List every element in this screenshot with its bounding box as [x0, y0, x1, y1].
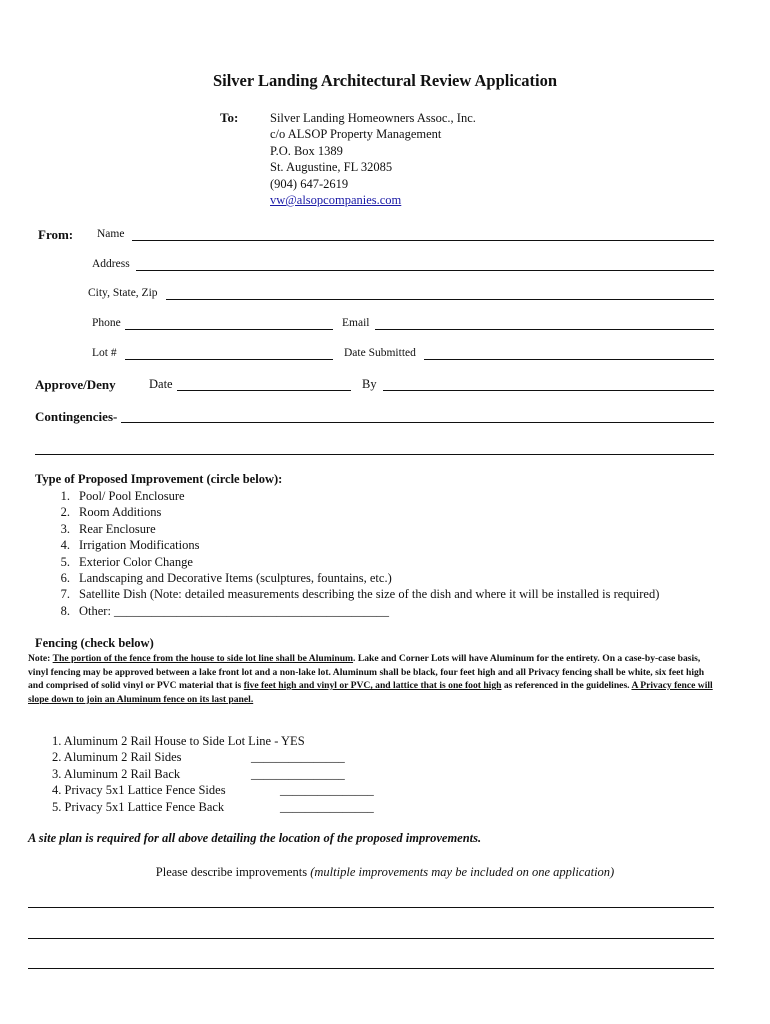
approval-date-field[interactable]: [177, 390, 351, 391]
fencing-option[interactable]: 2. Aluminum 2 Rail Sides _______________: [52, 750, 345, 765]
recipient-address: [270, 110, 476, 208]
approval-by-field[interactable]: [383, 390, 714, 391]
list-item[interactable]: 4. Irrigation Modifications: [60, 538, 200, 553]
fencing-option[interactable]: 3. Aluminum 2 Rail Back _______________: [52, 766, 345, 781]
description-line-2[interactable]: [28, 938, 714, 939]
recipient-line: Silver Landing Homeowners Assoc., Inc.: [270, 111, 476, 125]
name-label: Name: [97, 228, 125, 240]
contingencies-field[interactable]: [121, 422, 714, 423]
address-field[interactable]: [136, 270, 714, 271]
name-field[interactable]: [132, 240, 714, 241]
fencing-heading: Fencing (check below): [35, 636, 154, 650]
date-submitted-field[interactable]: [424, 359, 714, 360]
recipient-line: St. Augustine, FL 32085: [270, 160, 393, 175]
from-label: From:: [38, 227, 74, 242]
email-field[interactable]: [375, 329, 714, 330]
address-label: Address: [92, 258, 130, 270]
recipient-line: (904) 647-2619: [270, 176, 349, 191]
recipient-line: P.O. Box 1389: [270, 143, 343, 158]
city-state-zip-label: City, State, Zip: [88, 287, 158, 299]
email-label: Email: [342, 317, 370, 329]
fencing-check-blank[interactable]: _______________: [280, 799, 374, 814]
list-item[interactable]: 8. Other: ____________________________________________: [60, 603, 390, 618]
approve-deny-label: Approve/Deny: [35, 377, 116, 392]
fencing-note: Note: The portion of the fence from the house to side lot line shall be Aluminum. Lake and Corner Lots will have Aluminum for the entirety. On a case-by-case basis, vinyl fencing may be approved between a lake front lot and a non-lake lot. Aluminum shall be black, four feet high and all Privacy fencing shall be white, six feet high and comprised of solid vinyl or PVC material that is five feet high and vinyl or PVC, and lattice that is one foot high as referenced in the guidelines. A Privacy fence will slope down to join an Aluminum fence on its last panel.: [28, 653, 713, 705]
phone-field[interactable]: [125, 329, 333, 330]
page-title: Silver Landing Architectural Review Application: [212, 71, 558, 90]
phone-label: Phone: [92, 317, 121, 329]
description-line-1[interactable]: [28, 907, 714, 908]
fencing-check-blank[interactable]: _______________: [251, 750, 345, 765]
fencing-option[interactable]: 1. Aluminum 2 Rail House to Side Lot Line - YES: [52, 734, 305, 748]
approval-by-label: By: [362, 377, 377, 391]
contingencies-label: Contingencies-: [35, 409, 118, 424]
site-plan-notice: A site plan is required for all above detailing the location of the proposed improvements.: [28, 831, 482, 845]
list-item[interactable]: 3. Rear Enclosure: [60, 521, 156, 536]
city-state-zip-field[interactable]: [166, 299, 714, 300]
lot-field[interactable]: [125, 359, 333, 360]
fencing-option[interactable]: 4. Privacy 5x1 Lattice Fence Sides _______________: [52, 783, 374, 798]
contingencies-field-line-2[interactable]: [35, 454, 714, 455]
fencing-check-blank[interactable]: _______________: [280, 783, 374, 798]
lot-label: Lot #: [92, 347, 117, 359]
list-item[interactable]: 2. Room Additions: [60, 505, 162, 520]
recipient-email-link[interactable]: vw@alsopcompanies.com: [270, 193, 402, 208]
improvement-type-list: [35, 488, 659, 619]
list-item[interactable]: 7. Satellite Dish (Note: detailed measurements describing the size of the dish and where it will be installed is required): [60, 587, 660, 602]
list-item[interactable]: 6. Landscaping and Decorative Items (sculptures, fountains, etc.): [60, 571, 392, 586]
improvement-type-heading: Type of Proposed Improvement (circle below):: [35, 472, 283, 486]
approval-date-label: Date: [149, 377, 173, 391]
date-submitted-label: Date Submitted: [344, 347, 416, 359]
list-item[interactable]: 5. Exterior Color Change: [60, 554, 193, 569]
to-label: To:: [220, 110, 239, 125]
description-line-3[interactable]: [28, 968, 714, 969]
fencing-options: [52, 733, 374, 815]
fencing-check-blank[interactable]: _______________: [251, 766, 345, 781]
list-item[interactable]: 1. Pool/ Pool Enclosure: [60, 489, 185, 503]
describe-improvements-prompt: Please describe improvements (multiple improvements may be included on one application): [155, 865, 615, 879]
recipient-line: c/o ALSOP Property Management: [270, 127, 442, 142]
fencing-option[interactable]: 5. Privacy 5x1 Lattice Fence Back _______________: [52, 799, 374, 814]
